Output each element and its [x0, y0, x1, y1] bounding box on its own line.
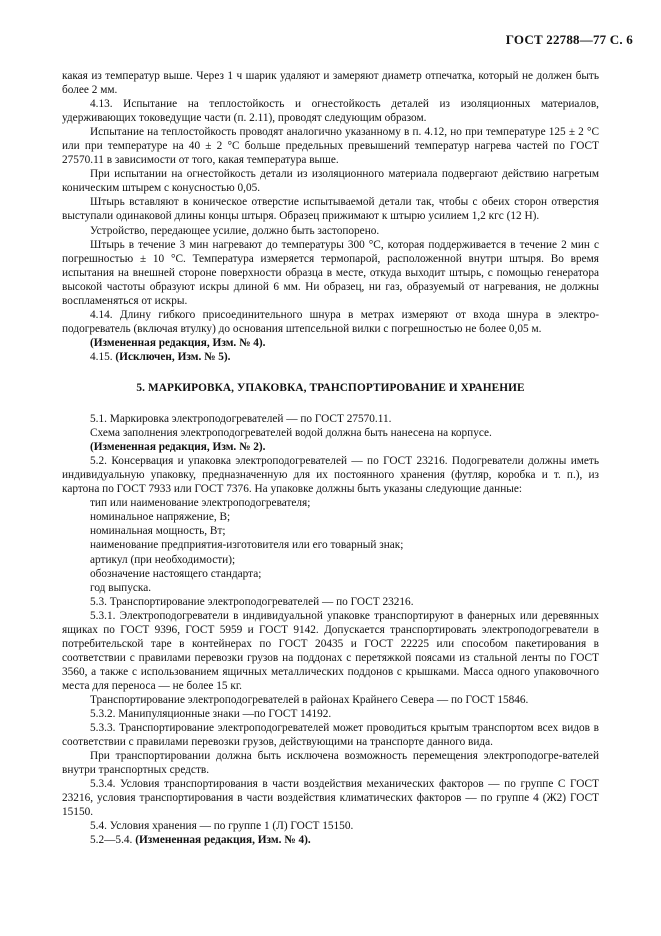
- paragraph: 4.14. Длину гибкого присоединительного шнура в метрах измеряют от входа шнура в электро-подогреватель (включая втулку) до основания штепсельной вилки с погрешностью не более 0,05 м.: [62, 308, 599, 335]
- paragraph: Схема заполнения электроподогревателей водой должна быть нанесена на корпусе.: [90, 427, 492, 440]
- edit-note: (Измененная редакция, Изм. № 4).: [135, 834, 311, 847]
- excluded-item: [62, 350, 599, 364]
- paragraph: 5.3.1. Электроподогреватели в индивидуальной упаковке транспортируют в фанерных или деревянных ящиках по ГОСТ 9396, ГОСТ 5959 и ГОСТ 9142. Допускается транспортировать электроподогреватели в потребительской таре в контейнерах по ГОСТ 20435 и ГОСТ 22225 или способом пакетирования в соответствии с правилами перевозки грузов на поддонах с перетяжкой поясами из стальной ленты по ГОСТ 3560, а также с использованием ящичных металлических поддонов с крышками. Масса одного упаковочного места для переноса — не более 15 кг.: [62, 609, 599, 692]
- item-range: 5.2—5.4.: [90, 834, 133, 847]
- paragraph: 5.1. Маркировка электроподогревателей — по ГОСТ 27570.11.: [90, 413, 392, 426]
- paragraph: 5.3. Транспортирование электроподогревателей — по ГОСТ 23216.: [90, 595, 414, 608]
- paragraph: 5.3.2. Манипуляционные знаки —по ГОСТ 14192.: [90, 708, 332, 721]
- edit-note: (Измененная редакция, Изм. № 2).: [90, 441, 266, 454]
- paragraph: какая из температур выше. Через 1 ч шарик удаляют и замеряют диаметр отпечатка, который не должен быть более 2 мм.: [62, 70, 599, 97]
- section-title: 5. МАРКИРОВКА, УПАКОВКА, ТРАНСПОРТИРОВАНИЕ И ХРАНЕНИЕ: [136, 381, 525, 394]
- paragraph: 5.3.4. Условия транспортирования в части воздействия механических факторов — по группе С ГОСТ 23216, условия транспортирования в части воздействия климатических факторов — по группе 4 (Ж2) ГОСТ 15150.: [62, 778, 599, 819]
- paragraph: Испытание на теплостойкость проводят аналогично указанному в п. 4.12, но при температуре 125 ± 2 °С или при температуре на 40 ± 2 °С больше предельных превышений температур нагрева частей по ГОСТ 27570.11 в зависимости от того, какая температура выше.: [62, 126, 599, 167]
- paragraph: Устройство, передающее усилие, должно быть застопорено.: [90, 224, 380, 237]
- list-item: обозначение настоящего стандарта;: [90, 567, 262, 580]
- list-item: тип или наименование электроподогревателя;: [90, 497, 311, 510]
- paragraph: Транспортирование электроподогревателей в районах Крайнего Севера — по ГОСТ 15846.: [90, 693, 529, 706]
- list-item: наименование предприятия-изготовителя или его товарный знак;: [90, 539, 404, 552]
- final-edit-note: [62, 833, 599, 847]
- paragraph: 5.4. Условия хранения — по группе 1 (Л) ГОСТ 15150.: [90, 820, 354, 833]
- excluded-note: (Исключен, Изм. № 5).: [115, 350, 231, 363]
- edit-note: (Измененная редакция, Изм. № 4).: [90, 336, 266, 349]
- paragraph: При испытании на огнестойкость детали из изоляционного материала подвергают действию нагретым коническим штырем с конусностью 0,05.: [62, 168, 599, 195]
- list-item: артикул (при необходимости);: [90, 553, 236, 566]
- list-item: год выпуска.: [90, 581, 152, 594]
- document-body: [62, 69, 599, 847]
- paragraph: Штырь в течение 3 мин нагревают до температуры 300 °С, которая поддерживается в течение 2 мин с погрешностью ± 10 °С. Температура измеряется термопарой, расположенной внутри штыря. Во время испытания на внешней стороне поверхности образца в месте, откуда выходит штырь, с помощью генератора высокой частоты образуют искры длиной 6 мм. Ни образец, ни газ, образуемый от нагревания, не должны воспламеняться от искры.: [62, 238, 599, 307]
- paragraph: 5.2. Консервация и упаковка электроподогревателей — по ГОСТ 23216. Подогреватели должны иметь индивидуальную упаковку, предназначенную для их постоянного хранения (футляр, коробка и т. п.), из картона по ГОСТ 7933 или ГОСТ 7376. На упаковке должны быть указаны следующие данные:: [62, 455, 599, 496]
- paragraph: 5.3.3. Транспортирование электроподогревателей может проводиться крытым транспортом всех видов в соответствии с правилами перевозки грузов, действующими на транспорте данного вида.: [62, 722, 599, 749]
- list-item: номинальное напряжение, В;: [90, 511, 231, 524]
- page-header: ГОСТ 22788—77 С. 6: [505, 32, 633, 47]
- item-number: 4.15.: [90, 350, 113, 363]
- paragraph: При транспортировании должна быть исключена возможность перемещения электроподогре-вателей внутри транспортных средств.: [62, 750, 599, 777]
- paragraph: 4.13. Испытание на теплостойкость и огнестойкость деталей из изоляционных материалов, удерживающих токоведущие части (п. 2.11), проводят следующим образом.: [62, 98, 599, 125]
- paragraph: Штырь вставляют в коническое отверстие испытываемой детали так, чтобы с обеих сторон отверстия выступали одинаковой длины концы штыря. Образец прижимают к штырю усилием 1,2 кгс (12 Н).: [62, 196, 599, 223]
- list-item: номинальная мощность, Вт;: [90, 525, 226, 538]
